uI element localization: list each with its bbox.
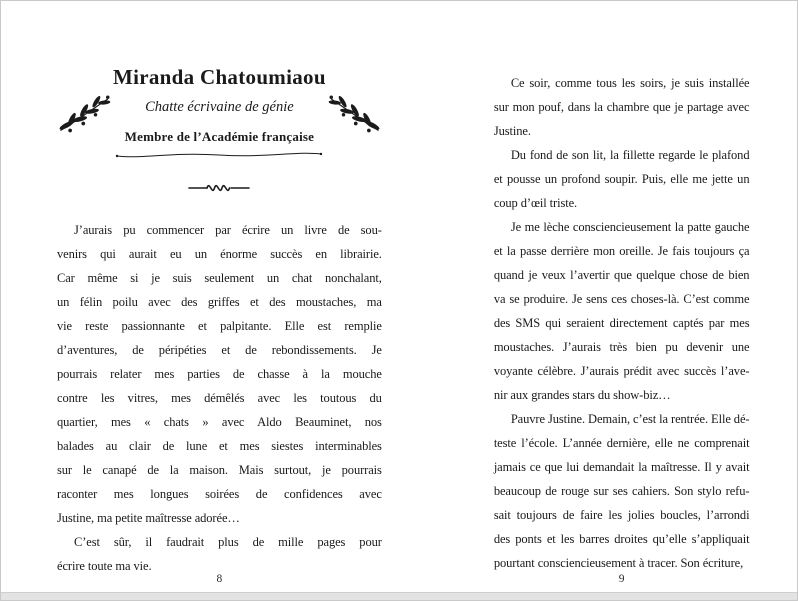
- squiggle-divider-icon: [57, 181, 382, 200]
- paragraph: [494, 71, 750, 143]
- text-line: nir aux grandes stars du show-biz…: [493, 388, 671, 402]
- text-line: et pousse un profond soupir. Puis, elle me jette un: [493, 172, 750, 186]
- text-line: beaucoup de rouge sur ses cahiers. Son stylo refu-: [493, 484, 750, 498]
- left-page-text: [57, 218, 382, 578]
- paragraph: [494, 407, 750, 575]
- olive-branch-right-icon: [326, 90, 382, 141]
- text-line: Car même si je suis seulement un chat nonchalant,: [57, 271, 382, 285]
- olive-branch-left-icon: [57, 90, 113, 141]
- text-line: voyante célèbre. J’aurais prédit avec succès l’ave-: [493, 364, 750, 378]
- chapter-header-row: [57, 65, 382, 165]
- text-line: balades au clair de lune et mes siestes interminables: [57, 439, 382, 453]
- text-line: sur mon pouf, dans la chambre que je partage avec: [493, 100, 750, 114]
- chapter-affiliation: Membre de l’Académie française: [124, 129, 315, 144]
- text-line: Pauvre Justine. Demain, c’est la rentrée. Elle dé-: [510, 412, 750, 426]
- text-line: quand je veux l’avertir que quelque chose de bien: [493, 268, 750, 282]
- window-bottom-edge: [1, 592, 797, 600]
- swash-underline-icon: [113, 147, 326, 165]
- text-line: d’aventures, de péripéties et de rebondissements. Je: [57, 343, 382, 357]
- text-line: Ce soir, comme tous les soirs, je suis installée: [510, 76, 750, 90]
- text-line: Justine, ma petite maîtresse adorée…: [57, 511, 240, 525]
- text-line: jamais ce que lui demandait la maîtresse. Il y avait: [493, 460, 750, 474]
- paragraph: [494, 215, 750, 407]
- text-line: sait toujours de faire les jolies boucles, l’arrondi: [493, 508, 750, 522]
- right-page-text: [494, 71, 750, 575]
- text-line: venirs qui aurait eu un énorme succès en librairie.: [57, 247, 382, 261]
- chapter-title: Miranda Chatoumiaou: [113, 65, 326, 89]
- page-number-left: 8: [216, 573, 223, 585]
- text-line: Du fond de son lit, la fillette regarde le plafond: [510, 148, 750, 162]
- text-line: sur le canapé de la maison. Mais surtout, je pourrais: [57, 463, 382, 477]
- text-line: Justine.: [493, 124, 531, 138]
- page-left: [1, 1, 438, 600]
- text-line: va se produire. Je sens ces choses-là. C’est comme: [493, 292, 750, 306]
- page-right: [438, 1, 798, 600]
- text-line: Je me lèche consciencieusement la patte gauche: [510, 220, 750, 234]
- text-line: raconter mes longues soirées de confidences avec: [57, 487, 382, 501]
- text-line: écrire toute ma vie.: [57, 559, 152, 573]
- text-line: C’est sûr, il faudrait plus de mille pages pour: [74, 535, 382, 549]
- chapter-header: [57, 65, 382, 200]
- chapter-header-center: [113, 65, 326, 165]
- text-line: teste l’école. L’année dernière, elle ne comprenait: [493, 436, 750, 450]
- text-line: des ponts et les barres droites qu’elle s’appliquait: [493, 532, 750, 546]
- text-line: moustaches. J’aurais très bien pu devenir une: [493, 340, 750, 354]
- text-line: J’aurais pu commencer par écrire un livre de sou-: [74, 223, 382, 237]
- text-line: des SMS qui seraient directement captés par mes: [493, 316, 750, 330]
- text-line: pourrais relater mes parties de chasse à la mouche: [57, 367, 382, 381]
- chapter-subtitle: Chatte écrivaine de génie: [145, 99, 294, 115]
- paragraph: [494, 143, 750, 215]
- page-number-right: 9: [618, 573, 625, 585]
- text-line: quartier, mes « chats » avec Aldo Beauminet, nos: [57, 415, 382, 429]
- paragraph: [57, 218, 382, 530]
- text-line: et la passe derrière mon oreille. Je fais toujours ça: [493, 244, 750, 258]
- text-line: pourtant consciencieusement à tracer. Son écriture,: [493, 556, 744, 570]
- text-line: vie reste passionnante et palpitante. Elle est remplie: [57, 319, 382, 333]
- text-line: un félin poilu avec des griffes et des moustaches, ma: [57, 295, 382, 309]
- text-line: coup d’œil triste.: [493, 196, 578, 210]
- paragraph: [57, 530, 382, 578]
- text-line: contre les vitres, mes démêlés avec les toutous du: [57, 391, 382, 405]
